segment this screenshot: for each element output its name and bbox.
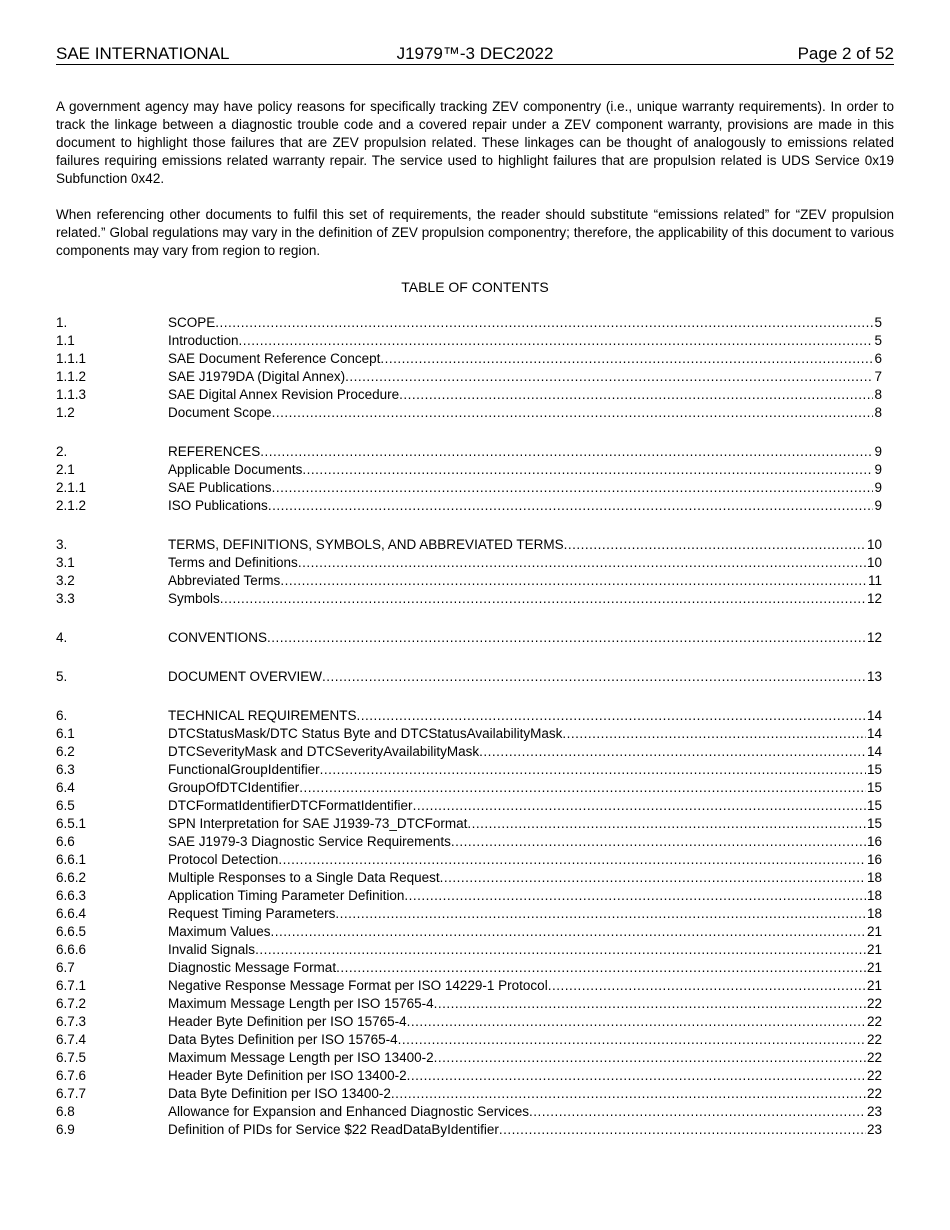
toc-entry-title-container xyxy=(168,386,873,404)
toc-entry-page: 22 xyxy=(866,1068,882,1083)
toc-dot-leader xyxy=(434,1049,866,1067)
toc-entry-title-container xyxy=(168,1031,866,1049)
toc-entry-number: 6.7.7 xyxy=(56,1086,87,1101)
toc-entry-title: CONVENTIONS xyxy=(168,630,268,645)
toc-entry-title: SAE J1979DA (Digital Annex) xyxy=(168,369,346,384)
toc-dot-leader xyxy=(413,797,866,815)
toc-entry-number: 1.1.3 xyxy=(56,387,87,402)
toc-dot-leader xyxy=(434,995,866,1013)
toc-entry-page: 12 xyxy=(866,591,882,606)
toc-dot-leader xyxy=(272,404,874,422)
toc-entry-page: 13 xyxy=(866,669,882,684)
toc-entry-page: 15 xyxy=(866,816,882,831)
toc-entry-page: 15 xyxy=(866,780,882,795)
toc-entry-number: 2.1.2 xyxy=(56,498,87,513)
toc-entry[interactable] xyxy=(56,923,882,941)
toc-entry-title-container xyxy=(168,743,866,761)
toc-entry[interactable] xyxy=(56,1031,882,1049)
toc-entry-title-container xyxy=(168,959,866,977)
toc-entry-number: 1.1.2 xyxy=(56,369,87,384)
toc-entry-title: SAE J1979-3 Diagnostic Service Requirements xyxy=(168,834,451,849)
toc-entry-title: Data Byte Definition per ISO 13400-2 xyxy=(168,1086,391,1101)
toc-entry-title-container xyxy=(168,1049,866,1067)
toc-entry-title-container xyxy=(168,923,866,941)
toc-entry-title: Maximum Message Length per ISO 15765-4 xyxy=(168,996,434,1011)
toc-dot-leader xyxy=(320,761,866,779)
toc-entry-number: 6.8 xyxy=(56,1104,75,1119)
toc-entry[interactable] xyxy=(56,977,882,995)
toc-entry-page: 15 xyxy=(866,798,882,813)
toc-dot-leader xyxy=(529,1103,866,1121)
intro-paragraph-references: When referencing other documents to fulfil this set of requirements, the reader should substitute “emissions related” for “ZEV propulsion related.” Global regulations may vary in the definition of ZEV propulsion componentry; therefore, the applicability of this document to various components may vary from region to region. xyxy=(56,207,894,258)
toc-entry-title: SAE Publications xyxy=(168,480,272,495)
toc-entry[interactable] xyxy=(56,815,882,833)
toc-entry[interactable] xyxy=(56,941,882,959)
toc-dot-leader xyxy=(440,869,866,887)
toc-entry-page: 10 xyxy=(866,555,882,570)
toc-entry-page: 9 xyxy=(874,462,882,477)
toc-entry[interactable] xyxy=(56,590,882,608)
toc-entry[interactable] xyxy=(56,629,882,647)
toc-entry-title-container xyxy=(168,977,866,995)
toc-entry-number: 6.7.5 xyxy=(56,1050,87,1065)
toc-entry-title-container xyxy=(168,905,866,923)
toc-entry-title: Maximum Message Length per ISO 13400-2 xyxy=(168,1050,434,1065)
toc-entry-page: 21 xyxy=(866,960,882,975)
toc-entry-number: 5. xyxy=(56,669,68,684)
toc-entry-number: 1. xyxy=(56,315,68,330)
toc-entry-title-container xyxy=(168,461,873,479)
toc-entry-number: 1.1 xyxy=(56,333,75,348)
toc-dot-leader xyxy=(357,707,866,725)
toc-entry-number: 6.6.2 xyxy=(56,870,87,885)
toc-dot-leader xyxy=(260,443,873,461)
toc-entry-number: 6.6.6 xyxy=(56,942,87,957)
toc-entry[interactable] xyxy=(56,995,882,1013)
toc-group-spacer xyxy=(56,515,882,536)
toc-entry-number: 6.6.4 xyxy=(56,906,87,921)
toc-entry-title-container xyxy=(168,1085,866,1103)
toc-dot-leader xyxy=(479,743,866,761)
toc-entry-page: 11 xyxy=(867,573,882,588)
toc-dot-leader xyxy=(407,1067,866,1085)
toc-entry[interactable] xyxy=(56,725,882,743)
toc-dot-leader xyxy=(467,815,866,833)
toc-entry-title-container xyxy=(168,1013,866,1031)
toc-entry-page: 22 xyxy=(866,1014,882,1029)
toc-entry-page: 18 xyxy=(866,870,882,885)
toc-entry[interactable] xyxy=(56,332,882,350)
toc-entry-title: Definition of PIDs for Service $22 ReadDataByIdentifier xyxy=(168,1122,499,1137)
toc-entry-page: 5 xyxy=(874,315,882,330)
toc-entry-number: 6.1 xyxy=(56,726,75,741)
toc-dot-leader xyxy=(336,959,866,977)
toc-entry-number: 6.9 xyxy=(56,1122,75,1137)
toc-dot-leader xyxy=(391,1085,866,1103)
toc-entry-page: 16 xyxy=(866,852,882,867)
toc-dot-leader xyxy=(299,779,866,797)
toc-entry-number: 1.2 xyxy=(56,405,75,420)
toc-entry-number: 6.5 xyxy=(56,798,75,813)
toc-entry-number: 6.6.5 xyxy=(56,924,87,939)
toc-entry[interactable] xyxy=(56,743,882,761)
toc-entry-page: 9 xyxy=(874,498,882,513)
toc-entry-title-container xyxy=(168,443,873,461)
toc-entry-title-container xyxy=(168,779,866,797)
toc-entry[interactable] xyxy=(56,851,882,869)
toc-dot-leader xyxy=(280,572,867,590)
toc-entry-title: SAE Digital Annex Revision Procedure xyxy=(168,387,400,402)
toc-entry[interactable] xyxy=(56,1085,882,1103)
toc-entry-number: 6.3 xyxy=(56,762,75,777)
toc-entry-number: 6.7.6 xyxy=(56,1068,87,1083)
page-header xyxy=(56,44,894,65)
toc-entry-title: Maximum Values xyxy=(168,924,271,939)
toc-entry-page: 15 xyxy=(866,762,882,777)
toc-entry-title: Document Scope xyxy=(168,405,272,420)
toc-entry-number: 6.7 xyxy=(56,960,75,975)
toc-dot-leader xyxy=(499,1121,866,1139)
toc-entry-title: Symbols xyxy=(168,591,220,606)
toc-entry[interactable] xyxy=(56,479,882,497)
toc-entry-title-container xyxy=(168,869,866,887)
toc-entry-page: 18 xyxy=(866,906,882,921)
toc-entry-title-container xyxy=(168,1121,866,1139)
toc-entry-page: 5 xyxy=(874,333,882,348)
toc-entry-title-container xyxy=(168,725,866,743)
toc-entry-page: 21 xyxy=(866,942,882,957)
toc-entry-page: 21 xyxy=(866,978,882,993)
toc-entry[interactable] xyxy=(56,554,882,572)
toc-entry[interactable] xyxy=(56,887,882,905)
toc-entry-title: DTCFormatIdentifierDTCFormatIdentifier xyxy=(168,798,413,813)
toc-entry-number: 3.2 xyxy=(56,573,75,588)
toc-entry-title: Allowance for Expansion and Enhanced Diagnostic Services xyxy=(168,1104,529,1119)
toc-entry[interactable] xyxy=(56,761,882,779)
toc-entry-title-container xyxy=(168,1067,866,1085)
toc-entry[interactable] xyxy=(56,1121,882,1139)
toc-dot-leader xyxy=(272,479,874,497)
toc-entry-title: FunctionalGroupIdentifier xyxy=(168,762,320,777)
toc-group-spacer xyxy=(56,608,882,629)
table-of-contents xyxy=(56,314,882,1139)
toc-entry-page: 7 xyxy=(874,369,882,384)
toc-dot-leader xyxy=(268,497,874,515)
toc-entry[interactable] xyxy=(56,905,882,923)
toc-entry[interactable] xyxy=(56,314,882,332)
toc-entry[interactable] xyxy=(56,779,882,797)
toc-entry-number: 6.2 xyxy=(56,744,75,759)
toc-entry-title-container xyxy=(168,404,873,422)
toc-dot-leader xyxy=(239,332,874,350)
toc-entry-title: SPN Interpretation for SAE J1939-73_DTCFormat xyxy=(168,816,468,831)
header-publisher: SAE INTERNATIONAL xyxy=(56,44,230,63)
toc-entry-title: Abbreviated Terms xyxy=(168,573,281,588)
toc-entry-title: Header Byte Definition per ISO 13400-2 xyxy=(168,1068,407,1083)
toc-dot-leader xyxy=(380,350,873,368)
toc-entry[interactable] xyxy=(56,497,882,515)
toc-entry-page: 22 xyxy=(866,1050,882,1065)
toc-entry-page: 9 xyxy=(874,480,882,495)
toc-entry-title-container xyxy=(168,941,866,959)
toc-entry-number: 6.7.1 xyxy=(56,978,87,993)
toc-dot-leader xyxy=(404,887,866,905)
toc-entry-page: 6 xyxy=(874,351,882,366)
toc-dot-leader xyxy=(451,833,866,851)
toc-entry[interactable] xyxy=(56,1049,882,1067)
toc-entry-page: 23 xyxy=(866,1104,882,1119)
header-document-id: J1979™-3 DEC2022 xyxy=(396,44,554,63)
toc-entry-title-container xyxy=(168,314,873,332)
toc-entry-title: Data Bytes Definition per ISO 15765-4 xyxy=(168,1032,398,1047)
toc-entry[interactable] xyxy=(56,536,882,554)
toc-entry-number: 3.1 xyxy=(56,555,75,570)
toc-entry-number: 6.6 xyxy=(56,834,75,849)
toc-entry-title: Multiple Responses to a Single Data Request xyxy=(168,870,440,885)
toc-entry-title-container xyxy=(168,668,866,686)
toc-dot-leader xyxy=(278,851,866,869)
toc-entry-number: 4. xyxy=(56,630,68,645)
toc-entry-number: 2.1 xyxy=(56,462,75,477)
toc-entry-title: Negative Response Message Format per ISO 14229-1 Protocol xyxy=(168,978,548,993)
toc-dot-leader xyxy=(548,977,866,995)
toc-entry-number: 6.7.3 xyxy=(56,1014,87,1029)
toc-dot-leader xyxy=(215,314,873,332)
toc-group-spacer xyxy=(56,647,882,668)
toc-entry-page: 18 xyxy=(866,888,882,903)
toc-entry-title-container xyxy=(168,497,873,515)
toc-title: TABLE OF CONTENTS xyxy=(401,279,549,295)
toc-entry-page: 8 xyxy=(874,387,882,402)
toc-entry-title: GroupOfDTCIdentifier xyxy=(168,780,300,795)
toc-entry[interactable] xyxy=(56,1067,882,1085)
toc-entry-number: 6.7.4 xyxy=(56,1032,87,1047)
toc-entry-title-container xyxy=(168,590,866,608)
toc-dot-leader xyxy=(345,368,873,386)
toc-entry[interactable] xyxy=(56,404,882,422)
toc-entry[interactable] xyxy=(56,797,882,815)
toc-dot-leader xyxy=(335,905,866,923)
toc-dot-leader xyxy=(298,554,866,572)
toc-entry[interactable] xyxy=(56,572,882,590)
toc-entry-number: 2. xyxy=(56,444,68,459)
toc-dot-leader xyxy=(322,668,866,686)
toc-entry[interactable] xyxy=(56,869,882,887)
toc-entry-title: TECHNICAL REQUIREMENTS xyxy=(168,708,357,723)
toc-entry-title: DOCUMENT OVERVIEW xyxy=(168,669,323,684)
toc-entry-title: DTCStatusMask/DTC Status Byte and DTCStatusAvailabilityMask xyxy=(168,726,563,741)
toc-entry-page: 16 xyxy=(866,834,882,849)
toc-entry-title: Diagnostic Message Format xyxy=(168,960,337,975)
toc-entry-page: 22 xyxy=(866,1032,882,1047)
toc-entry-number: 3.3 xyxy=(56,591,75,606)
toc-entry[interactable] xyxy=(56,368,882,386)
toc-entry-title-container xyxy=(168,833,866,851)
toc-entry-number: 3. xyxy=(56,537,68,552)
toc-dot-leader xyxy=(564,536,866,554)
toc-entry-title-container xyxy=(168,761,866,779)
toc-entry-number: 6.5.1 xyxy=(56,816,87,831)
toc-group-spacer xyxy=(56,422,882,443)
toc-entry-page: 23 xyxy=(866,1122,882,1137)
toc-dot-leader xyxy=(562,725,866,743)
toc-entry-page: 8 xyxy=(874,405,882,420)
toc-entry-number: 6.6.1 xyxy=(56,852,87,867)
toc-entry[interactable] xyxy=(56,1013,882,1031)
toc-entry-number: 6.6.3 xyxy=(56,888,87,903)
toc-entry-page: 22 xyxy=(866,1086,882,1101)
toc-entry-number: 6. xyxy=(56,708,68,723)
toc-entry[interactable] xyxy=(56,443,882,461)
toc-entry-title: Terms and Definitions xyxy=(168,555,298,570)
toc-entry-title: Protocol Detection xyxy=(168,852,279,867)
toc-entry-page: 22 xyxy=(866,996,882,1011)
toc-dot-leader xyxy=(302,461,873,479)
header-page-number: Page 2 of 52 xyxy=(797,44,894,63)
toc-entry-page: 9 xyxy=(874,444,882,459)
toc-entry-title: Request Timing Parameters xyxy=(168,906,336,921)
toc-entry-title: Header Byte Definition per ISO 15765-4 xyxy=(168,1014,407,1029)
toc-entry-title: DTCSeverityMask and DTCSeverityAvailabilityMask xyxy=(168,744,480,759)
toc-entry[interactable] xyxy=(56,1103,882,1121)
toc-entry[interactable] xyxy=(56,707,882,725)
toc-entry[interactable] xyxy=(56,461,882,479)
toc-entry-title-container xyxy=(168,995,866,1013)
toc-entry-title-container xyxy=(168,572,867,590)
toc-dot-leader xyxy=(398,1031,866,1049)
toc-dot-leader xyxy=(220,590,866,608)
toc-entry[interactable] xyxy=(56,386,882,404)
toc-entry[interactable] xyxy=(56,959,882,977)
toc-entry-title-container xyxy=(168,368,873,386)
toc-entry-title-container xyxy=(168,851,866,869)
toc-entry-title-container xyxy=(168,887,866,905)
toc-entry-title: TERMS, DEFINITIONS, SYMBOLS, AND ABBREVIATED TERMS xyxy=(168,537,564,552)
toc-entry-title: Introduction xyxy=(168,333,239,348)
toc-entry-number: 6.4 xyxy=(56,780,75,795)
toc-entry-title-container xyxy=(168,629,866,647)
toc-entry-title-container xyxy=(168,707,866,725)
toc-entry-title: Application Timing Parameter Definition xyxy=(168,888,405,903)
toc-entry-title-container xyxy=(168,479,873,497)
intro-paragraph-zev: A government agency may have policy reasons for specifically tracking ZEV componentry (i.e., unique warranty requirements). In order to track the linkage between a diagnostic trouble code and a covered repair under a ZEV component warranty, provisions are made in this document to highlight those failures that are ZEV propulsion related. These linkages can be thought of analogously to emissions related failures requiring emissions related warranty repair. The service used to highlight failures that are propulsion related is UDS Service 0x19 Subfunction 0x42. xyxy=(56,99,894,186)
toc-entry[interactable] xyxy=(56,668,882,686)
toc-entry-page: 21 xyxy=(866,924,882,939)
toc-entry-title-container xyxy=(168,554,866,572)
toc-entry-title: REFERENCES xyxy=(168,444,261,459)
toc-entry-number: 6.7.2 xyxy=(56,996,87,1011)
toc-entry-title-container xyxy=(168,350,873,368)
toc-entry-page: 12 xyxy=(866,630,882,645)
toc-entry-title-container xyxy=(168,815,866,833)
toc-group-spacer xyxy=(56,686,882,707)
toc-entry-title: SCOPE xyxy=(168,315,216,330)
toc-entry-title: SAE Document Reference Concept xyxy=(168,351,381,366)
toc-entry-title-container xyxy=(168,536,866,554)
toc-entry-title-container xyxy=(168,332,873,350)
toc-dot-leader xyxy=(271,923,866,941)
toc-entry[interactable] xyxy=(56,833,882,851)
toc-dot-leader xyxy=(267,629,866,647)
toc-entry-number: 1.1.1 xyxy=(56,351,87,366)
toc-entry-page: 14 xyxy=(866,744,882,759)
toc-dot-leader xyxy=(407,1013,866,1031)
toc-entry-page: 14 xyxy=(866,726,882,741)
toc-entry-title-container xyxy=(168,797,866,815)
toc-entry-title-container xyxy=(168,1103,866,1121)
toc-entry-page: 10 xyxy=(866,537,882,552)
toc-entry-title: ISO Publications xyxy=(168,498,268,513)
toc-entry-title: Invalid Signals xyxy=(168,942,256,957)
toc-entry-number: 2.1.1 xyxy=(56,480,87,495)
toc-dot-leader xyxy=(255,941,866,959)
toc-dot-leader xyxy=(399,386,873,404)
toc-entry[interactable] xyxy=(56,350,882,368)
toc-entry-title: Applicable Documents xyxy=(168,462,303,477)
toc-entry-page: 14 xyxy=(866,708,882,723)
